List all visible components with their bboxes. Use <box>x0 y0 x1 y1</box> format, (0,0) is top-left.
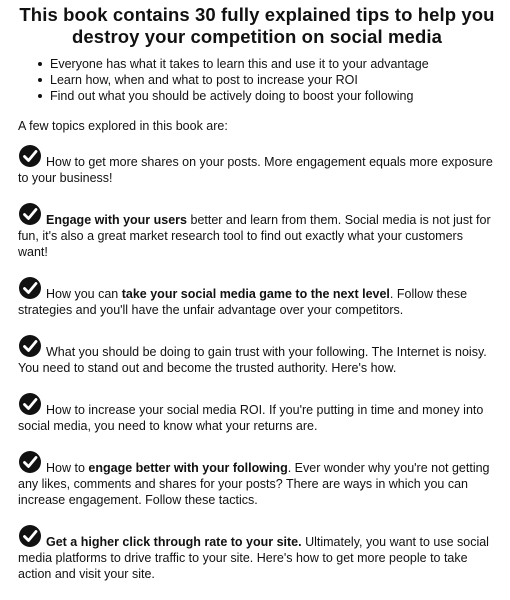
bullet-item <box>38 88 496 104</box>
topic-item <box>18 144 496 186</box>
topic-item <box>18 276 496 318</box>
topic-highlight: take your social media game to the next level <box>121 287 390 301</box>
check-circle-icon <box>18 392 42 416</box>
topic-item <box>18 334 496 376</box>
topic-text: How to increase your social media ROI. If you're putting in time and money into social media, you need to know what your returns are. <box>18 403 484 433</box>
topic-text: How you can <box>46 287 122 301</box>
topic-item <box>18 524 496 582</box>
bullet-dot-icon <box>38 78 42 82</box>
topic-text: better and learn from them. Social media is not just for fun, it's also a great market research tool to find out exactly what your customers want! <box>18 213 491 259</box>
topic-text: What you should be doing to gain trust with your following. The Internet is noisy. You need to stand out and become the trusted authority. Here's how. <box>18 345 487 375</box>
topic-text: . Ever wonder why you're not getting any likes, comments and shares for your posts? There are ways in which you can increase engagement. Follow these tactics. <box>18 461 490 507</box>
bullet-text: Everyone has what it takes to learn this and use it to your advantage <box>50 57 429 71</box>
check-circle-icon <box>18 450 42 474</box>
topic-item <box>18 450 496 508</box>
feature-bullet-list <box>18 56 496 104</box>
bullet-dot-icon <box>38 94 42 98</box>
bullet-dot-icon <box>38 62 42 66</box>
check-circle-icon <box>18 334 42 358</box>
topic-text: . Follow these strategies and you'll have the unfair advantage over your competitors. <box>18 287 468 317</box>
topic-text: Ultimately, you want to use social media platforms to drive traffic to your site. Here's how to get more people to take action and visit your site. <box>18 535 489 581</box>
topic-highlight: engage better with your following <box>88 461 288 475</box>
check-circle-icon <box>18 276 42 300</box>
check-circle-icon <box>18 202 42 226</box>
page-title: This book contains 30 fully explained tips to help you destroy your competition on social media <box>19 4 495 47</box>
bullet-text: Learn how, when and what to post to increase your ROI <box>50 73 358 87</box>
bullet-item <box>38 72 496 88</box>
check-circle-icon <box>18 524 42 548</box>
topic-text: How to <box>46 461 89 475</box>
topics-intro: A few topics explored in this book are: <box>18 119 228 133</box>
topic-text: How to get more shares on your posts. More engagement equals more exposure to your business! <box>18 155 493 185</box>
topic-highlight: Engage with your users <box>46 213 188 227</box>
topic-highlight: Get a higher click through rate to your site. <box>46 535 302 549</box>
topic-item <box>18 202 496 260</box>
bullet-text: Find out what you should be actively doing to boost your following <box>50 89 414 103</box>
topic-item <box>18 392 496 434</box>
check-circle-icon <box>18 144 42 168</box>
bullet-item <box>38 56 496 72</box>
